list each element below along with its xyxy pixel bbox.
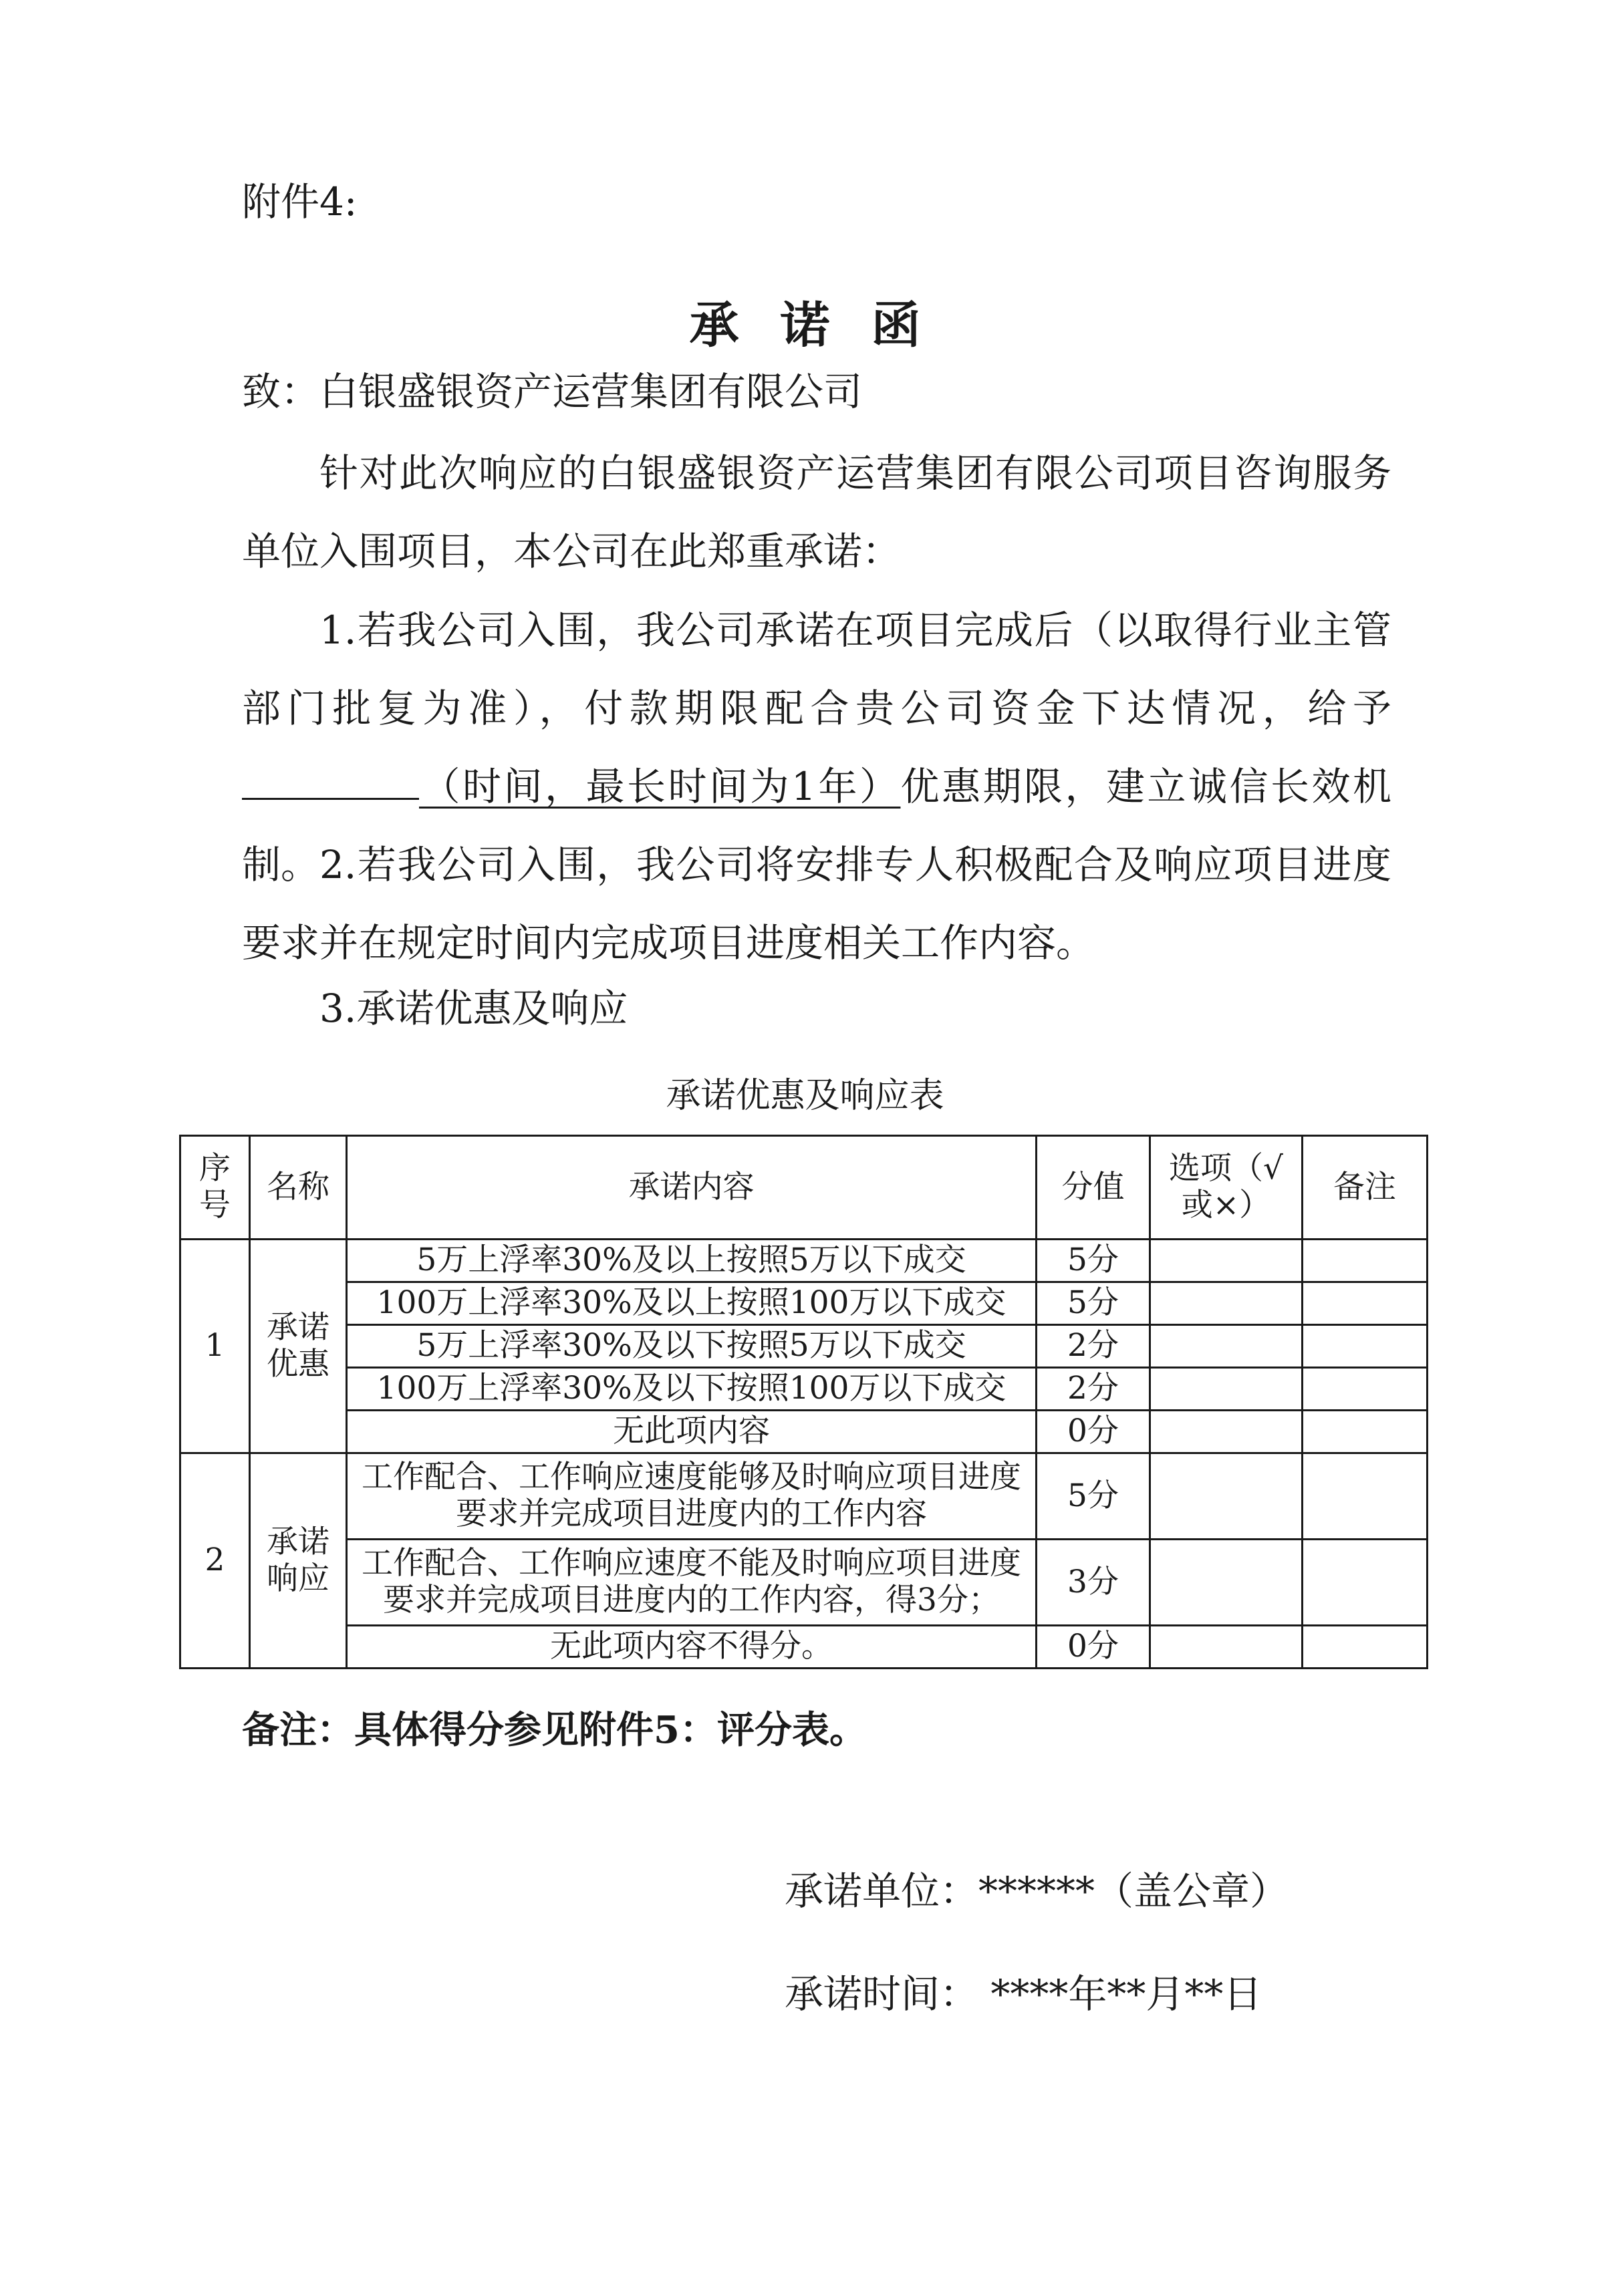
table-row [180,1540,1428,1626]
item-3-heading: 3.承诺优惠及响应 [319,986,628,1031]
remark-cell[interactable] [1303,1411,1428,1453]
response-table [179,1135,1428,1669]
remark-cell[interactable] [1303,1325,1428,1368]
option-cell[interactable] [1150,1240,1303,1282]
row-content: 100万上浮率30%及以上按照100万以下成交 [347,1282,1037,1325]
item-1-text-b: 优惠期限，建立诚信长效机制。 [242,764,1391,887]
row-content: 无此项内容 [347,1411,1037,1453]
row-content: 无此项内容不得分。 [347,1626,1037,1669]
row-score: 5分 [1037,1240,1150,1282]
note-line: 备注：具体得分参见附件5：评分表。 [242,1708,867,1752]
item-2-paragraph: 2.若我公司入围，我公司将安排专人积极配合及响应项目进度要求并在规定时间内完成项目进度相关工作内容。 [242,842,1391,966]
recipient-line: 致：白银盛银资产运营集团有限公司 [242,369,863,414]
option-cell[interactable] [1150,1540,1303,1626]
option-cell[interactable] [1150,1411,1303,1453]
row-score: 5分 [1037,1453,1150,1540]
group-1-name: 承诺优惠 [250,1240,347,1453]
table-row [180,1282,1428,1325]
header-seq: 序号 [180,1136,250,1240]
option-cell[interactable] [1150,1325,1303,1368]
row-score: 0分 [1037,1626,1150,1669]
row-content: 5万上浮率30%及以上按照5万以下成交 [347,1240,1037,1282]
row-content: 工作配合、工作响应速度不能及时响应项目进度要求并完成项目进度内的工作内容，得3分； [347,1540,1037,1626]
group-1-seq: 1 [180,1240,250,1453]
row-score: 2分 [1037,1368,1150,1411]
remark-cell[interactable] [1303,1240,1428,1282]
header-score: 分值 [1037,1136,1150,1240]
fill-in-blank [242,756,419,800]
row-score: 5分 [1037,1282,1150,1325]
remark-cell[interactable] [1303,1453,1428,1540]
signature-unit: 承诺单位：******（盖公章） [785,1868,1289,1914]
table-header-row [180,1136,1428,1240]
remark-cell[interactable] [1303,1368,1428,1411]
item-1-text-a: 1.若我公司入围，我公司承诺在项目完成后（以取得行业主管部门批复为准），付款期限配合贵公司资金下达情况，给予 [242,607,1391,731]
header-name: 名称 [250,1136,347,1240]
option-cell[interactable] [1150,1453,1303,1540]
attachment-label: 附件4: [242,179,358,225]
row-content: 工作配合、工作响应速度能够及时响应项目进度要求并完成项目进度内的工作内容 [347,1453,1037,1540]
option-cell[interactable] [1150,1368,1303,1411]
document-title: 承诺函 [689,297,962,354]
row-score: 0分 [1037,1411,1150,1453]
header-content: 承诺内容 [347,1136,1037,1240]
table-row [180,1325,1428,1368]
remark-cell[interactable] [1303,1626,1428,1669]
option-cell[interactable] [1150,1626,1303,1669]
remark-cell[interactable] [1303,1282,1428,1325]
table-row [180,1453,1428,1540]
group-2-name: 承诺响应 [250,1453,347,1669]
table-row [180,1411,1428,1453]
row-score: 3分 [1037,1540,1150,1626]
table-row [180,1240,1428,1282]
group-2-seq: 2 [180,1453,250,1669]
header-option: 选项（√或×） [1150,1136,1303,1240]
item-1-underlined-hint: （时间，最长时间为1年） [419,764,901,809]
intro-paragraph: 针对此次响应的白银盛银资产运营集团有限公司项目咨询服务单位入围项目，本公司在此郑重承诺： [242,450,1391,574]
table-row [180,1626,1428,1669]
header-remark: 备注 [1303,1136,1428,1240]
signature-date: 承诺时间： ****年**月**日 [785,1971,1262,2017]
row-content: 5万上浮率30%及以下按照5万以下成交 [347,1325,1037,1368]
option-cell[interactable] [1150,1282,1303,1325]
row-content: 100万上浮率30%及以下按照100万以下成交 [347,1368,1037,1411]
table-row [180,1368,1428,1411]
remark-cell[interactable] [1303,1540,1428,1626]
row-score: 2分 [1037,1325,1150,1368]
table-title: 承诺优惠及响应表 [666,1076,944,1116]
